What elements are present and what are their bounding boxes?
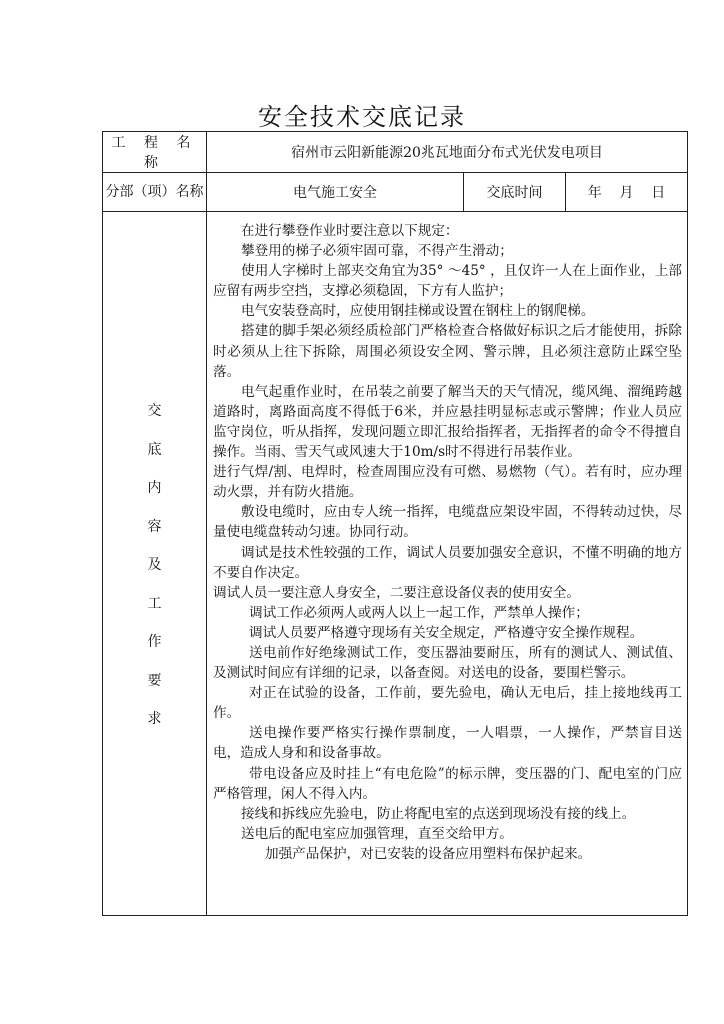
content-body <box>207 212 688 916</box>
side-label-char: 求 <box>147 711 162 727</box>
content-paragraph: 对正在试验的设备，工作前，要先验电，确认无电后，挂上接地线再工作。 <box>213 685 683 722</box>
content-paragraph: 敷设电缆时，应由专人统一指挥，电缆盘应架设牢固，不得转动过快，尽量使电缆盘转动匀速。协同行动。 <box>213 504 683 541</box>
project-name-label: 工 程 名 称 <box>103 132 207 173</box>
side-label-char: 要 <box>147 672 162 689</box>
content-paragraph: 送电操作要严格实行操作票制度，一人唱票，一人操作，严禁盲目送电，造成人身和和设备事故。 <box>213 725 683 762</box>
content-requirements-label <box>103 212 207 916</box>
content-paragraph: 送电后的配电室应加强管理，直至交给甲方。 <box>241 825 513 842</box>
part-name-label: 分部（项）名称 <box>103 173 207 212</box>
content-paragraph: 送电前作好绝缘测试工作，变压器油要耐压，所有的测试人、测试值、及测试时间应有详细的记录，以备查阅。对送电的设备，要围栏警示。 <box>213 644 683 682</box>
content-paragraph: 调试人员要严格遵守现场有关安全规定，严格遵守安全操作规程。 <box>249 624 644 641</box>
side-label-char: 作 <box>147 634 162 650</box>
content-row <box>103 212 688 916</box>
side-label-char: 工 <box>147 595 162 612</box>
content-paragraph: 使用人字梯时上部夹交角宜为35° ～45° ，且仅许一人在上面作业，上部应留有两步空挡，支撑必须稳固，下方有人监护； <box>213 263 683 300</box>
content-paragraph: 调试工作必须两人或两人以上一起工作，严禁单人操作； <box>249 604 589 621</box>
document-title: 安全技术交底记录 <box>258 103 466 131</box>
record-table <box>102 131 688 916</box>
part-row <box>103 173 688 212</box>
content-paragraph: 调试是技术性较强的工作，调试人员要加强安全意识，不懂不明确的地方不要自作决定。 <box>213 544 683 581</box>
side-label-char: 内 <box>147 480 162 496</box>
side-label-char: 容 <box>147 518 162 535</box>
part-name-value: 电气施工安全 <box>207 173 464 212</box>
handover-time-value: 年 月 日 <box>566 173 688 212</box>
content-paragraph: 带电设备应及时挂上“有电危险”的标示牌，变压器的门、配电室的门应严格管理，闲人不得入内。 <box>213 765 683 802</box>
side-label-char: 交 <box>147 403 162 419</box>
project-name-value: 宿州市云阳新能源20兆瓦地面分布式光伏发电项目 <box>207 132 688 173</box>
side-label-char: 底 <box>147 441 162 458</box>
content-paragraph: 电气起重作业时，在吊装之前要了解当天的天气情况，缆风绳、溜绳跨越道路时，离路面高度不得低于6米，并应悬挂明显标志或示警牌；作业人员应监守岗位，听从指挥，发现问题立即汇报给指挥者，无指挥者的命令不得擅自操作。当雨、雪天气或风速大于10m/s时不得进行吊装作业。 <box>213 383 683 461</box>
project-row <box>103 132 688 173</box>
side-label-char: 及 <box>147 557 162 573</box>
content-paragraph: 接线和拆线应先验电，防止将配电室的点送到现场没有接的线上。 <box>241 805 636 822</box>
handover-time-label: 交底时间 <box>464 173 566 212</box>
content-paragraph: 加强产品保护，对已安装的设备应用塑料布保护起来。 <box>265 845 592 862</box>
content-paragraph: 搭建的脚手架必须经质检部门严格检查合格做好标识之后才能使用，拆除时必须从上往下拆除，周围必须设安全网、警示牌，且必须注意防止踩空坠落。 <box>213 323 683 380</box>
content-paragraph: 电气安装登高时，应使用钢挂梯或设置在钢柱上的钢爬梯。 <box>241 303 595 320</box>
content-paragraph: 在进行攀登作业时要注意以下规定： <box>241 223 459 239</box>
content-paragraph: 攀登用的梯子必须牢固可靠，不得产生滑动； <box>241 243 513 260</box>
content-paragraph: 进行气焊/割、电焊时，检查周围应没有可燃、易燃物（气）。若有时，应办理动火票，并有防火措施。 <box>213 464 683 501</box>
content-paragraph: 调试人员一要注意人身安全，二要注意设备仪表的使用安全。 <box>213 584 581 601</box>
